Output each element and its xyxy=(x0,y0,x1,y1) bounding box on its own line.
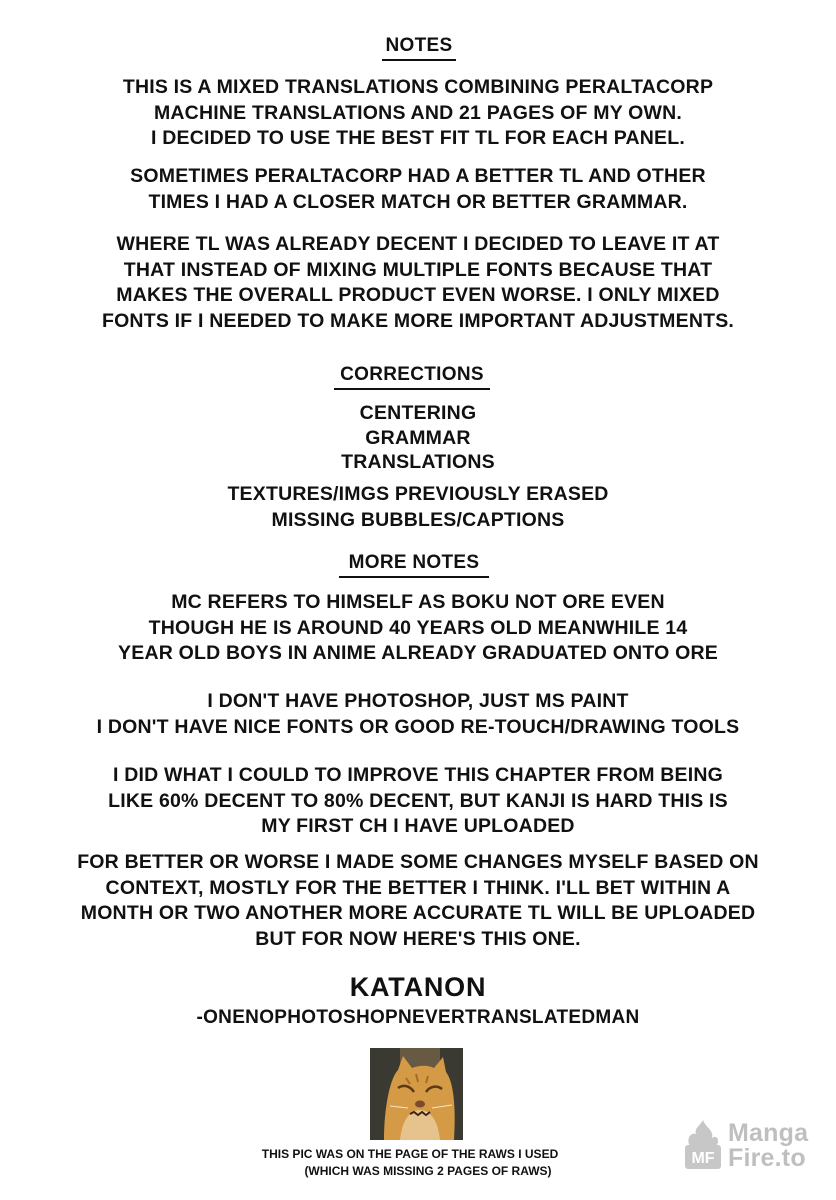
correction-item: GRAMMAR xyxy=(365,426,471,449)
watermark-line-2: Fire.to xyxy=(728,1144,806,1172)
text-line: CONTEXT, MOSTLY FOR THE BETTER I THINK. I'LL BET WITHIN A xyxy=(105,876,731,899)
text-line: MACHINE TRANSLATIONS AND 21 PAGES OF MY OWN. xyxy=(153,101,683,124)
caption-line: (WHICH WAS MISSING 2 PAGES OF RAWS) xyxy=(304,1164,552,1178)
text-line: SOMETIMES PERALTACORP HAD A BETTER TL AND OTHER xyxy=(130,165,706,187)
correction-item: TRANSLATIONS xyxy=(341,451,495,473)
cat-photo xyxy=(370,1048,463,1140)
text-line: THAT INSTEAD OF MIXING MULTIPLE FONTS BECAUSE THAT xyxy=(123,258,713,281)
corrections-list xyxy=(0,401,836,475)
text-line: FOR BETTER OR WORSE I MADE SOME CHANGES MYSELF BASED ON xyxy=(77,851,759,873)
text-line: TIMES I HAD A CLOSER MATCH OR BETTER GRAMMAR. xyxy=(148,190,688,213)
watermark-line-1: Manga xyxy=(728,1119,809,1147)
text-line: THOUGH HE IS AROUND 40 YEARS OLD MEANWHILE 14 xyxy=(148,616,688,639)
text-line: FONTS IF I NEEDED TO MAKE MORE IMPORTANT ADJUSTMENTS. xyxy=(101,309,735,332)
text-line: MC REFERS TO HIMSELF AS BOKU NOT ORE EVEN xyxy=(171,591,665,613)
more-notes-heading: MORE NOTES xyxy=(339,552,489,578)
more-notes-paragraph-3 xyxy=(0,763,836,840)
text-line: BUT FOR NOW HERE'S THIS ONE. xyxy=(255,927,581,950)
text-line: LIKE 60% DECENT TO 80% DECENT, BUT KANJI IS HARD THIS IS xyxy=(108,789,728,812)
logo-letters: MF xyxy=(691,1150,715,1167)
text-line: I DON'T HAVE NICE FONTS OR GOOD RE-TOUCH/DRAWING TOOLS xyxy=(96,715,740,738)
more-notes-paragraph-2 xyxy=(0,689,836,740)
text-line: I DECIDED TO USE THE BEST FIT TL FOR EACH PANEL. xyxy=(151,127,685,149)
notes-paragraph-3 xyxy=(0,232,836,334)
text-line: THIS IS A MIXED TRANSLATIONS COMBINING PERALTACORP xyxy=(122,76,714,98)
notes-paragraph-1 xyxy=(0,75,836,152)
site-watermark xyxy=(682,1118,812,1174)
author-tagline: -ONENOPHOTOSHOPNEVERTRANSLATEDMAN xyxy=(196,1007,640,1028)
more-notes-paragraph-4 xyxy=(0,850,836,952)
text-line: I DON'T HAVE PHOTOSHOP, JUST MS PAINT xyxy=(207,690,629,712)
corrections-heading: CORRECTIONS xyxy=(334,364,490,390)
correction-item: MISSING BUBBLES/CAPTIONS xyxy=(271,508,565,531)
text-line: YEAR OLD BOYS IN ANIME ALREADY GRADUATED ONTO ORE xyxy=(118,642,718,664)
text-line: MAKES THE OVERALL PRODUCT EVEN WORSE. I ONLY MIXED xyxy=(116,284,720,306)
correction-item: CENTERING xyxy=(359,402,477,424)
caption-line: THIS PIC WAS ON THE PAGE OF THE RAWS I USED xyxy=(261,1147,559,1161)
text-line: WHERE TL WAS ALREADY DECENT I DECIDED TO LEAVE IT AT xyxy=(116,233,720,255)
text-line: MY FIRST CH I HAVE UPLOADED xyxy=(261,815,575,837)
more-notes-paragraph-1 xyxy=(0,590,836,667)
text-line: MONTH OR TWO ANOTHER MORE ACCURATE TL WILL BE UPLOADED xyxy=(80,902,756,924)
mangafire-logo-icon xyxy=(682,1118,724,1172)
text-line: I DID WHAT I COULD TO IMPROVE THIS CHAPTER FROM BEING xyxy=(112,764,724,786)
corrections-list-2 xyxy=(0,482,836,533)
author-name: KATANON xyxy=(349,972,487,1002)
cat-illustration xyxy=(370,1048,463,1140)
correction-item: TEXTURES/IMGS PREVIOUSLY ERASED xyxy=(227,483,609,505)
notes-paragraph-2 xyxy=(0,164,836,215)
notes-heading: NOTES xyxy=(382,35,456,61)
